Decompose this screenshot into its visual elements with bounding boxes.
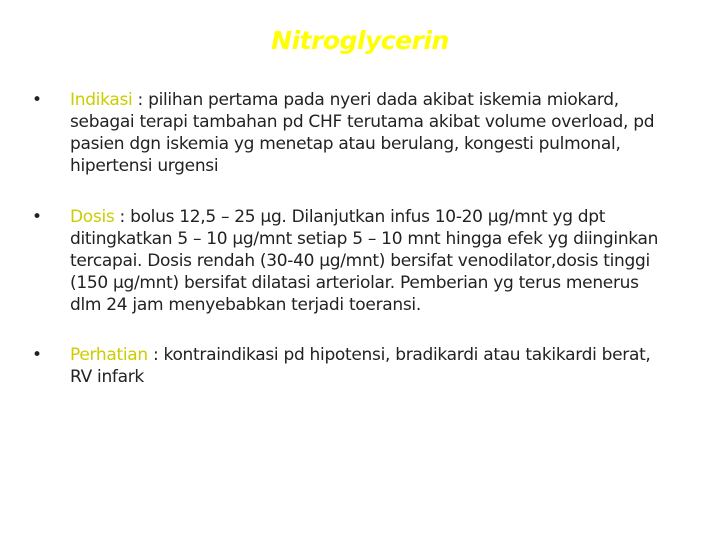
- bullet-item-perhatian: [32, 344, 672, 388]
- bullet-term-indikasi: Indikasi: [70, 90, 133, 110]
- bullet-separator: :: [147, 345, 164, 365]
- bullet-item-indikasi: [32, 89, 672, 177]
- bullet-text-perhatian: kontraindikasi pd hipotensi, bradikardi atau takikardi berat, RV infark: [70, 345, 651, 387]
- bullet-text-dosis: bolus 12,5 – 25 µg. Dilanjutkan infus 10-20 µg/mnt yg dpt ditingkatkan 5 – 10 µg/mnt setiap 5 – 10 mnt hingga efek yg diinginkan tercapai. Dosis rendah (30-40 µg/mnt) bersifat venodilator,dosis tinggi (150 µg/mnt) bersifat dilatasi arteriolar. Pemberian yg terus menerus dlm 24 jam menyebabkan terjadi toeransi.: [70, 207, 659, 315]
- bullet-term-perhatian: Perhatian: [70, 345, 148, 365]
- bullet-dot-icon: •: [32, 207, 42, 227]
- bullet-separator: :: [114, 207, 131, 227]
- bullet-dot-icon: •: [32, 90, 42, 110]
- bullet-term-dosis: Dosis: [70, 207, 115, 227]
- bullet-item-dosis: [32, 206, 672, 316]
- bullet-text-indikasi: pilihan pertama pada nyeri dada akibat iskemia miokard, sebagai terapi tambahan pd CHF terutama akibat volume overload, pd pasien dgn iskemia yg menetap atau berulang, kongesti pulmonal, hipertensi urgensi: [70, 90, 655, 176]
- bullet-list: [32, 89, 672, 388]
- bullet-separator: :: [132, 90, 149, 110]
- slide-title: Nitroglycerin: [271, 26, 449, 55]
- bullet-dot-icon: •: [32, 345, 42, 365]
